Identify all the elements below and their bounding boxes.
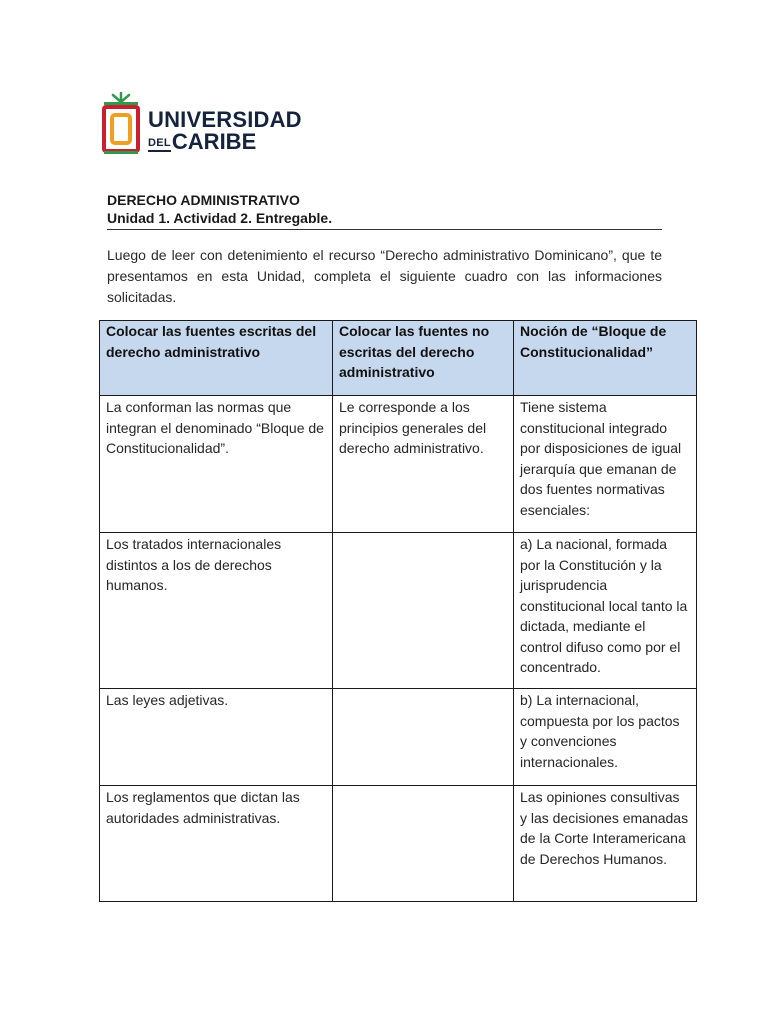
- unit-title: Unidad 1. Actividad 2. Entregable.: [107, 210, 333, 226]
- university-logo: [101, 92, 301, 156]
- table-cell: Los reglamentos que dictan las autoridades administrativas.: [100, 786, 333, 902]
- table-cell: Tiene sistema constitucional integrado por disposiciones de igual jerarquía que emanan de dos fuentes normativas esenciales:: [514, 396, 697, 533]
- course-title: DERECHO ADMINISTRATIVO: [107, 192, 300, 208]
- header-unwritten-sources: Colocar las fuentes no escritas del derecho administrativo: [333, 321, 514, 396]
- table-cell: b) La internacional, compuesta por los pactos y convenciones internacionales.: [514, 689, 697, 786]
- table-row: [100, 689, 697, 786]
- logo-line-universidad: UNIVERSIDAD: [148, 107, 302, 132]
- table-header-row: [100, 321, 697, 396]
- table-cell: Las leyes adjetivas.: [100, 689, 333, 786]
- table-cell: Los tratados internacionales distintos a los de derechos humanos.: [100, 533, 333, 689]
- table-cell: [333, 786, 514, 902]
- table-cell: [333, 533, 514, 689]
- instructions-paragraph: Luego de leer con detenimiento el recurso “Derecho administrativo Dominicano”, que te presentamos en esta Unidad, completa el siguiente cuadro con las informaciones solicitadas.: [107, 247, 662, 305]
- table-cell: Las opiniones consultivas y las decisiones emanadas de la Corte Interamericana de Derechos Humanos.: [514, 786, 697, 902]
- university-crest-icon: [101, 92, 141, 156]
- logo-caribe: CARIBE: [171, 129, 257, 154]
- table-row: [100, 533, 697, 689]
- table-cell: La conforman las normas que integran el denominado “Bloque de Constitucionalidad”.: [100, 396, 333, 533]
- logo-del: DEL: [148, 138, 171, 152]
- table-row: [100, 786, 697, 902]
- header-constitutional-block: Noción de “Bloque de Constitucionalidad”: [514, 321, 697, 396]
- table-cell: a) La nacional, formada por la Constitución y la jurisprudencia constitucional local tanto la dictada, mediante el control difuso como por el concentrado.: [514, 533, 697, 689]
- header-written-sources: Colocar las fuentes escritas del derecho administrativo: [100, 321, 333, 396]
- table-cell: Le corresponde a los principios generales del derecho administrativo.: [333, 396, 514, 533]
- table-cell: [333, 689, 514, 786]
- logo-line-caribe: [148, 131, 302, 153]
- heading-divider: [107, 229, 662, 230]
- table-row: [100, 396, 697, 533]
- sources-table: [99, 320, 697, 902]
- document-heading: [107, 191, 661, 227]
- university-wordmark: [148, 109, 302, 153]
